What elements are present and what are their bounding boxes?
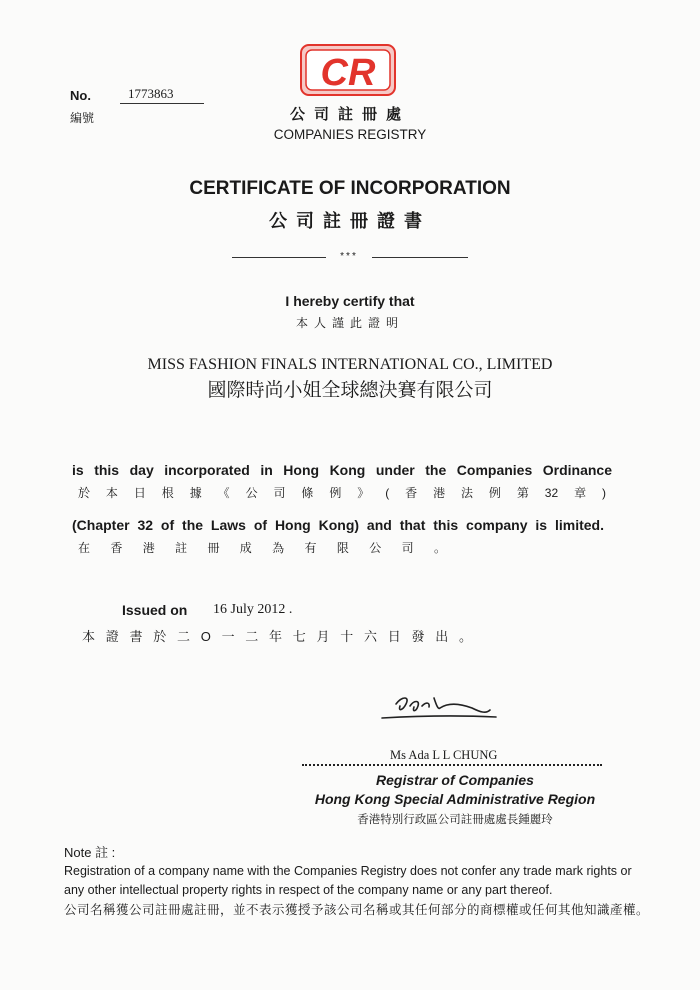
certify-text: I hereby certify that bbox=[285, 293, 415, 309]
registrar-title: Registrar of Companies bbox=[376, 772, 534, 788]
body-line-2-cn: 在香港註冊成為有限公司。 bbox=[78, 541, 446, 555]
registry-name-cn: 公司註冊處 bbox=[289, 106, 410, 123]
issued-label: Issued on bbox=[122, 602, 188, 618]
companies-registry-logo bbox=[300, 44, 396, 96]
registrar-region: Hong Kong Special Administrative Region bbox=[314, 791, 596, 807]
registrar-name: Ms Ada L L CHUNG bbox=[390, 748, 498, 762]
ornament-rule-right bbox=[372, 257, 468, 258]
company-name-cn: 國際時尚小姐全球總決賽有限公司 bbox=[207, 380, 493, 401]
body-line-1: is this day incorporated in Hong Kong under the Companies Ordinance bbox=[72, 462, 612, 478]
certificate-title: CERTIFICATE OF INCORPORATION bbox=[189, 178, 511, 199]
registrar-signature bbox=[376, 690, 506, 730]
ornament-rule-left bbox=[232, 257, 326, 258]
certificate-number: 1773863 bbox=[120, 86, 204, 104]
certificate-title-cn: 公司註冊證書 bbox=[269, 211, 431, 231]
company-name: MISS FASHION FINALS INTERNATIONAL CO., LIMITED bbox=[147, 356, 553, 373]
certify-text-cn: 本人謹此證明 bbox=[295, 316, 404, 330]
registrar-title-cn: 香港特別行政區公司註冊處處長鍾麗玲 bbox=[357, 814, 553, 826]
logo-text: CR bbox=[320, 52, 376, 94]
number-label-cn: 編號 bbox=[70, 111, 95, 125]
ornament-stars: *** bbox=[340, 251, 358, 262]
signature-dotted-line bbox=[302, 764, 602, 766]
registry-name-en: COMPANIES REGISTRY bbox=[273, 127, 427, 142]
note-text: Registration of a company name with the Companies Registry does not confer any trade mark rights or any other intellectual property rights in respect of the company name or any part thereof. bbox=[64, 864, 632, 897]
issued-date: 16 July 2012 . bbox=[213, 602, 293, 617]
note-label: Note 註 : bbox=[64, 845, 116, 860]
note-text-cn: 公司名稱獲公司註冊處註冊，並不表示獲授予該公司名稱或其任何部分的商標權或任何其他知識產權。 bbox=[64, 903, 650, 917]
body-line-2: (Chapter 32 of the Laws of Hong Kong) and that this company is limited. bbox=[72, 517, 604, 533]
body-line-1-cn: 於本日根據《公司條例》(香港法例第32章) bbox=[78, 486, 606, 500]
issued-text-cn: 本證書於二O一二年七月十六日發出。 bbox=[82, 629, 472, 644]
number-label: No. bbox=[70, 88, 91, 103]
